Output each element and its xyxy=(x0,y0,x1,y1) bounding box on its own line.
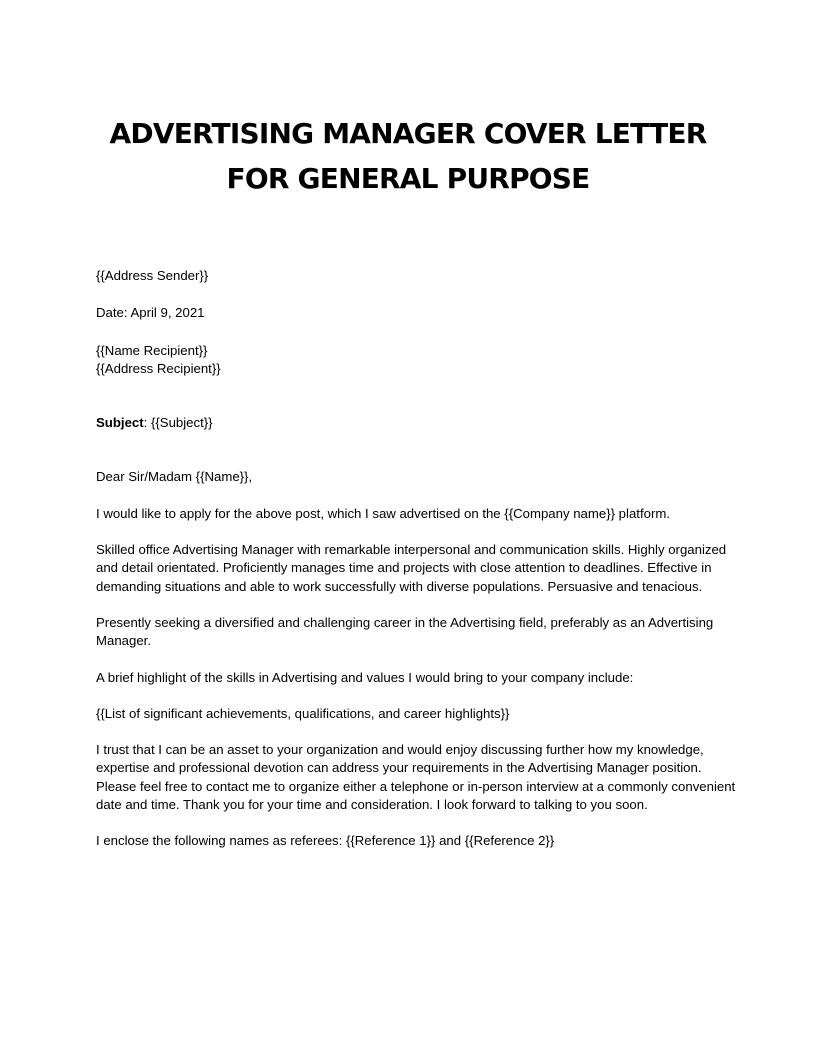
paragraph-intro: I would like to apply for the above post, which I saw advertised on the {{Company name}} platform. xyxy=(96,505,670,521)
letter-body xyxy=(96,267,736,851)
subject-label: Subject xyxy=(96,415,144,431)
subject-line xyxy=(96,414,736,432)
salutation: Dear Sir/Madam {{Name}}, xyxy=(96,469,253,485)
title-line-2: FOR GENERAL PURPOSE xyxy=(226,162,590,195)
paragraph-skills: Skilled office Advertising Manager with remarkable interpersonal and communication skills. Highly organized and detail orientated. Proficiently manages time and projects with close attention to deadlines. Effective in demanding situations and able to work successfully with diverse populations. Persuasive and tenacious. xyxy=(96,542,727,594)
document-title xyxy=(0,111,816,201)
date-line: Date: April 9, 2021 xyxy=(96,305,205,321)
paragraph-referees: I enclose the following names as referees: {{Reference 1}} and {{Reference 2}} xyxy=(96,833,555,849)
title-line-1: ADVERTISING MANAGER COVER LETTER xyxy=(109,117,707,150)
paragraph-achievements: {{List of significant achievements, qualifications, and career highlights}} xyxy=(96,705,510,721)
paragraph-highlight: A brief highlight of the skills in Advertising and values I would bring to your company include: xyxy=(96,669,634,685)
paragraph-closing: I trust that I can be an asset to your organization and would enjoy discussing further how my knowledge, expertise and professional devotion can address your requirements in the Advertising Manager position. Please feel free to contact me to organize either a telephone or in-person interview at a commonly convenient date and time. Thank you for your time and consideration. I look forward to talking to you soon. xyxy=(96,742,736,813)
name-recipient: {{Name Recipient}} xyxy=(96,342,208,358)
paragraph-seeking: Presently seeking a diversified and challenging career in the Advertising field, preferably as an Advertising Manager. xyxy=(96,614,714,649)
address-recipient: {{Address Recipient}} xyxy=(96,360,221,376)
subject-value: : {{Subject}} xyxy=(143,415,213,431)
address-sender: {{Address Sender}} xyxy=(96,268,209,283)
